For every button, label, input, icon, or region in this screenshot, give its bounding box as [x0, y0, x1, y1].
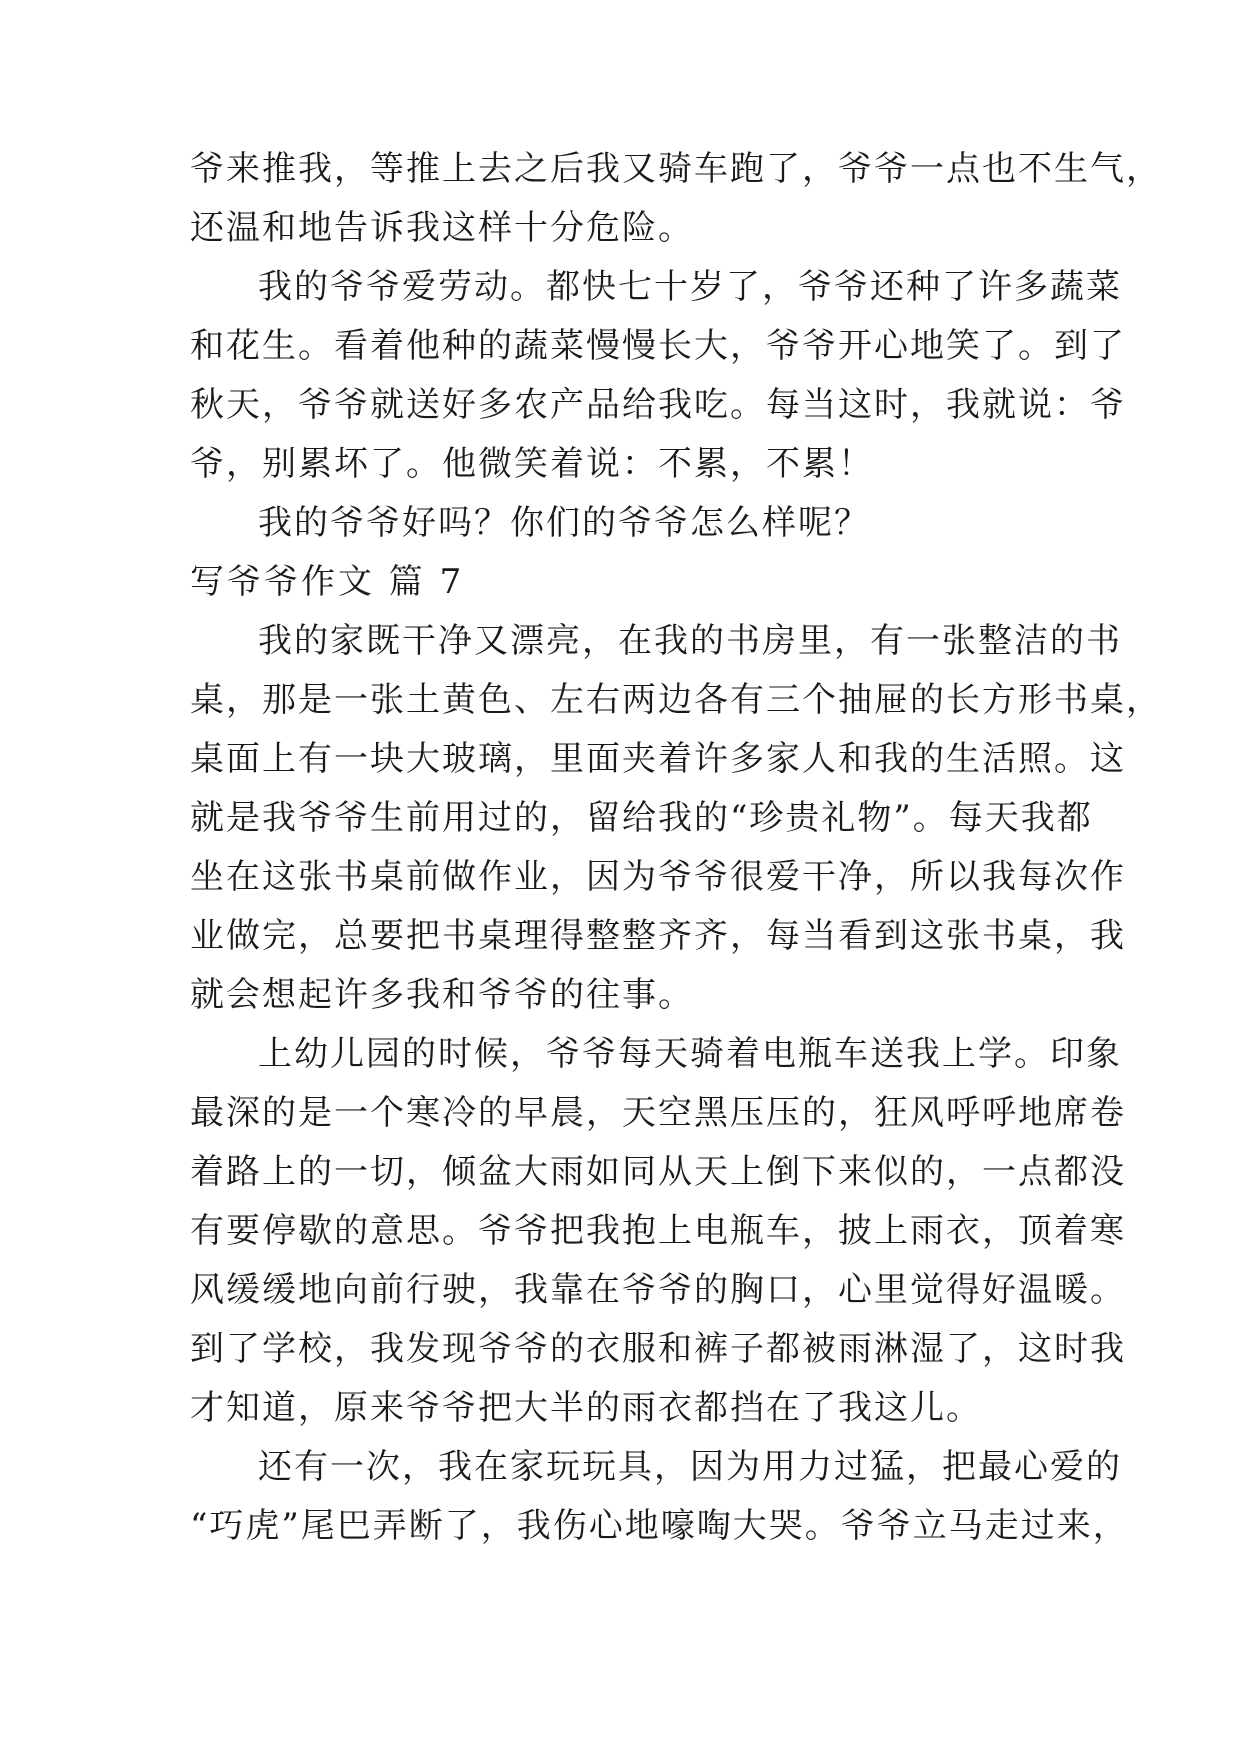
- text-line: 爷来推我，等推上去之后我又骑车跑了，爷爷一点也不生气，: [190, 149, 1162, 189]
- text-line: 最深的是一个寒冷的早晨，天空黑压压的，狂风呼呼地席卷: [190, 1093, 1126, 1133]
- text-line: 秋天，爷爷就送好多农产品给我吃。每当这时，我就说：爷: [190, 385, 1126, 425]
- text-line: 坐在这张书桌前做作业，因为爷爷很爱干净，所以我每次作: [190, 857, 1126, 897]
- text-line: 我的爷爷爱劳动。都快七十岁了，爷爷还种了许多蔬菜: [258, 267, 1122, 307]
- text-line: 业做完，总要把书桌理得整整齐齐，每当看到这张书桌，我: [190, 916, 1126, 956]
- text-line: 到了学校，我发现爷爷的衣服和裤子都被雨淋湿了，这时我: [190, 1329, 1126, 1369]
- text-line: “巧虎”尾巴弄断了，我伤心地嚎啕大哭。爷爷立马走过来，: [190, 1506, 1129, 1546]
- text-line: 有要停歇的意思。爷爷把我抱上电瓶车，披上雨衣，顶着寒: [190, 1211, 1126, 1251]
- text-line: 还温和地告诉我这样十分危险。: [190, 208, 694, 248]
- text-line: 桌面上有一块大玻璃，里面夹着许多家人和我的生活照。这: [190, 739, 1126, 779]
- text-line: 上幼儿园的时候，爷爷每天骑着电瓶车送我上学。印象: [258, 1034, 1122, 1074]
- text-line: 桌，那是一张土黄色、左右两边各有三个抽屉的长方形书桌，: [190, 680, 1162, 720]
- text-line: 爷，别累坏了。他微笑着说：不累，不累！: [190, 444, 874, 484]
- text-line: 就会想起许多我和爷爷的往事。: [190, 975, 694, 1015]
- text-line: 我的爷爷好吗？你们的爷爷怎么样呢？: [258, 503, 870, 543]
- document-body: [190, 140, 1162, 1556]
- text-line: 着路上的一切，倾盆大雨如同从天上倒下来似的，一点都没: [190, 1152, 1126, 1192]
- text-line: 和花生。看着他种的蔬菜慢慢长大，爷爷开心地笑了。到了: [190, 326, 1126, 366]
- text-line: 就是我爷爷生前用过的，留给我的“珍贵礼物”。每天我都: [190, 798, 1093, 838]
- text-line: 我的家既干净又漂亮，在我的书房里，有一张整洁的书: [258, 621, 1122, 661]
- section-heading: 写爷爷作文 篇 7: [190, 562, 465, 602]
- text-line: 才知道，原来爷爷把大半的雨衣都挡在了我这儿。: [190, 1388, 982, 1428]
- text-line: 风缓缓地向前行驶，我靠在爷爷的胸口，心里觉得好温暖。: [190, 1270, 1126, 1310]
- text-line: 还有一次，我在家玩玩具，因为用力过猛，把最心爱的: [258, 1447, 1122, 1487]
